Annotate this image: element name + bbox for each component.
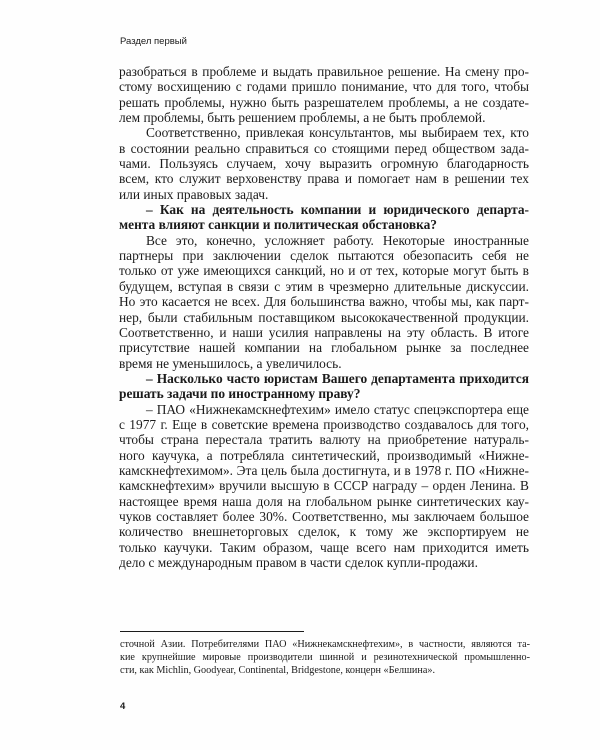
text-line: камскнефтехимом». Эта цель была достигнута, и в 1978 г. ПО «Нижне- <box>119 462 529 478</box>
text-line: партнеры при заключении сделок пытаются обезопасить себя не <box>119 248 529 264</box>
text-line: стому восхищению с годами пришло понимание, что для того, чтобы <box>119 79 529 95</box>
text-line: Все это, конечно, усложняет работу. Некоторые иностранные <box>146 232 529 248</box>
text-line: чтобы страна перестала тратить валюту на приобретение натураль- <box>119 432 529 448</box>
text-line: нер, были стабильным поставщиком высококачественной продукции. <box>119 309 529 325</box>
page-number: 4 <box>120 701 126 712</box>
text-line: только от уже имеющихся санкций, но и от тех, которые могут быть в <box>119 263 529 279</box>
text-line: Но это касается не всех. Для большинства важно, чтобы мы, как парт- <box>119 294 529 310</box>
text-line: с 1977 г. Еще в советские времена производство создавалось для того, <box>119 416 529 432</box>
text-line: – Насколько часто юристам Вашего департамента приходится <box>146 370 529 386</box>
running-head: Раздел первый <box>120 36 187 47</box>
text-line: решать задачи по иностранному праву? <box>119 386 361 402</box>
text-line: Соответственно, привлекая консультантов, мы выбираем тех, кто <box>146 125 529 141</box>
text-line: присутствие нашей компании на глобальном рынке за последнее <box>119 340 529 356</box>
text-line: мента влияют санкции и политическая обстановка? <box>119 217 438 233</box>
text-line: – ПАО «Нижнекамскнефтехим» имело статус спецэкспортера еще <box>146 401 529 417</box>
text-line: дело с международным правом в части сделок купли-продажи. <box>119 555 478 570</box>
paragraph <box>119 125 529 202</box>
text-line: всем, кто служит верховенству права и помогает нам в решении тех <box>119 171 529 187</box>
interview-question <box>119 202 529 233</box>
text-line: настоящее время наша доля на глобальном рынке синтетических кау- <box>119 493 529 509</box>
text-line: время не уменьшилось, а увеличилось. <box>119 355 342 371</box>
text-line: решать проблемы, нужно быть разрешателем проблемы, а не создате- <box>119 94 529 110</box>
text-line: ного каучука, а потребляла синтетический, производимый «Нижне- <box>119 447 529 463</box>
text-line: разобраться в проблеме и выдать правильное решение. На смену про- <box>119 64 529 79</box>
text-line: Соответственно, и наши усилия направлены на эту область. В итоге <box>119 324 529 340</box>
footnote-divider <box>120 631 304 632</box>
main-text <box>119 64 529 570</box>
text-line: чами. Пользуясь случаем, хочу выразить огромную благодарность <box>119 156 529 172</box>
paragraph <box>119 64 529 125</box>
text-line: количество внешнеторговых сделок, к тому же экспортируем не <box>119 524 529 540</box>
footnote-line: сточной Азии. Потребителями ПАО «Нижнекамскнефтехим», в частности, являются та- <box>120 639 530 650</box>
text-line: будущем, вступая в связи с этим в чрезмерно длительные дискуссии. <box>119 278 529 294</box>
text-line: в состоянии реально справиться со стоящими перед обществом зада- <box>119 140 529 156</box>
paragraph <box>119 402 529 571</box>
text-line: чуков составляет более 30%. Соответственно, мы заключаем большое <box>119 508 529 524</box>
text-line: только каучуки. Таким образом, чаще всего нам приходится иметь <box>119 539 529 555</box>
footnote-line: кие крупнейшие мировые производители шинной и резинотехнической промышленно- <box>120 652 530 664</box>
text-line: или иных правовых задач. <box>119 186 269 202</box>
text-line: – Как на деятельность компании и юридического департа- <box>146 202 529 218</box>
text-line: лем проблемы, быть решением проблемы, а не быть проблемой. <box>119 110 486 126</box>
text-line: камскнефтехим» вручили высшую в СССР награду – орден Ленина. В <box>119 478 529 494</box>
paragraph <box>119 233 529 371</box>
footnote-line: сти, как Michlin, Goodyear, Continental, Bridgestone, концерн «Белшина». <box>120 665 435 677</box>
interview-question <box>119 371 529 402</box>
footnote <box>120 638 530 678</box>
